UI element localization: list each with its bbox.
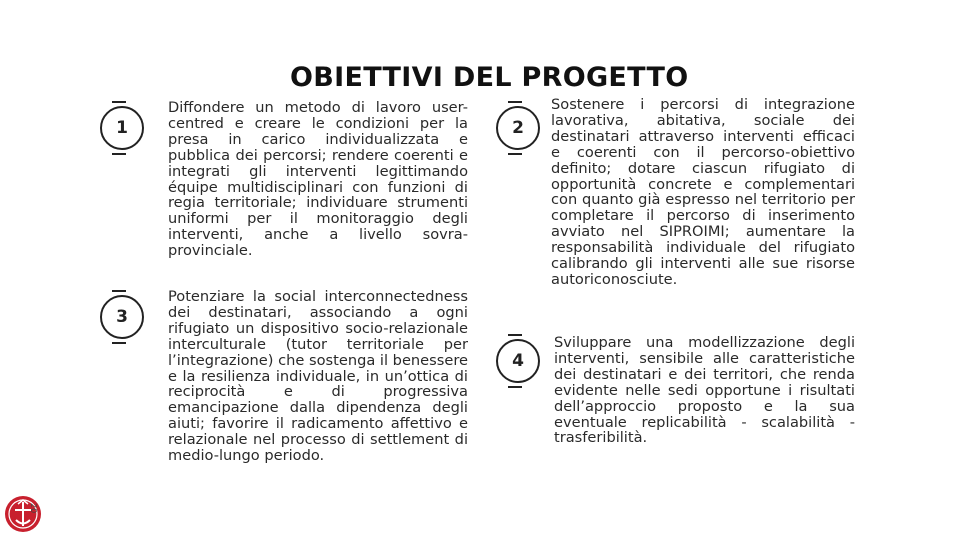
seal-logo-icon <box>4 493 42 535</box>
objective-number-1: 1 <box>100 106 144 150</box>
circle-top-tick <box>112 101 126 103</box>
page-title: OBIETTIVI DEL PROGETTO <box>290 62 689 93</box>
circle-bottom-tick <box>112 342 126 344</box>
objective-number-3: 3 <box>100 295 144 339</box>
circle-bottom-tick <box>508 386 522 388</box>
page-number: 20 <box>29 503 38 514</box>
objective-text-1: Diffondere un metodo di lavoro user-centred e creare le condizioni per la presa in carico individualizzata e pubblica dei percorsi; rendere coerenti e integrati gli interventi legittimando équipe multidisciplinari con funzioni di regia territoriale; individuare strumenti uniformi per il monitoraggio degli interventi, anche a livello sovra-provinciale. <box>168 99 468 260</box>
objective-text-4: Sviluppare una modellizzazione degli interventi, sensibile alle caratteristiche dei destinatari e dei territori, che renda evidente nelle sedi opportune i risultati dell’approccio proposto e la sua eventuale replicabilità - scalabilità - trasferibilità. <box>554 334 855 447</box>
objective-text-2: Sostenere i percorsi di integrazione lavorativa, abitativa, sociale dei destinatari attraverso interventi efficaci e coerenti con il percorso-obiettivo definito; dotare ciascun rifugiato di opportunità concrete e complementari con quanto già espresso nel territorio per completare il percorso di inserimento avviato nel SIPROIMI; aumentare la responsabilità individuale del rifugiato calibrando gli interventi alle sue risorse autoriconosciute. <box>551 96 855 288</box>
objective-number-4: 4 <box>496 339 540 383</box>
objective-number-2: 2 <box>496 106 540 150</box>
objective-text-3: Potenziare la social interconnectedness dei destinatari, associando a ogni rifugiato un dispositivo socio-relazionale interculturale (tutor territoriale per l’integrazione) che sostenga il benessere e la resilienza individuale, in un’ottica di reciprocità e di progressiva emancipazione dalla dipendenza degli aiuti; favorire il radicamento affettivo e relazionale nel processo di settlement di medio-lungo periodo. <box>168 288 468 465</box>
circle-top-tick <box>508 101 522 103</box>
circle-top-tick <box>112 290 126 292</box>
circle-bottom-tick <box>112 153 126 155</box>
circle-top-tick <box>508 334 522 336</box>
circle-bottom-tick <box>508 153 522 155</box>
